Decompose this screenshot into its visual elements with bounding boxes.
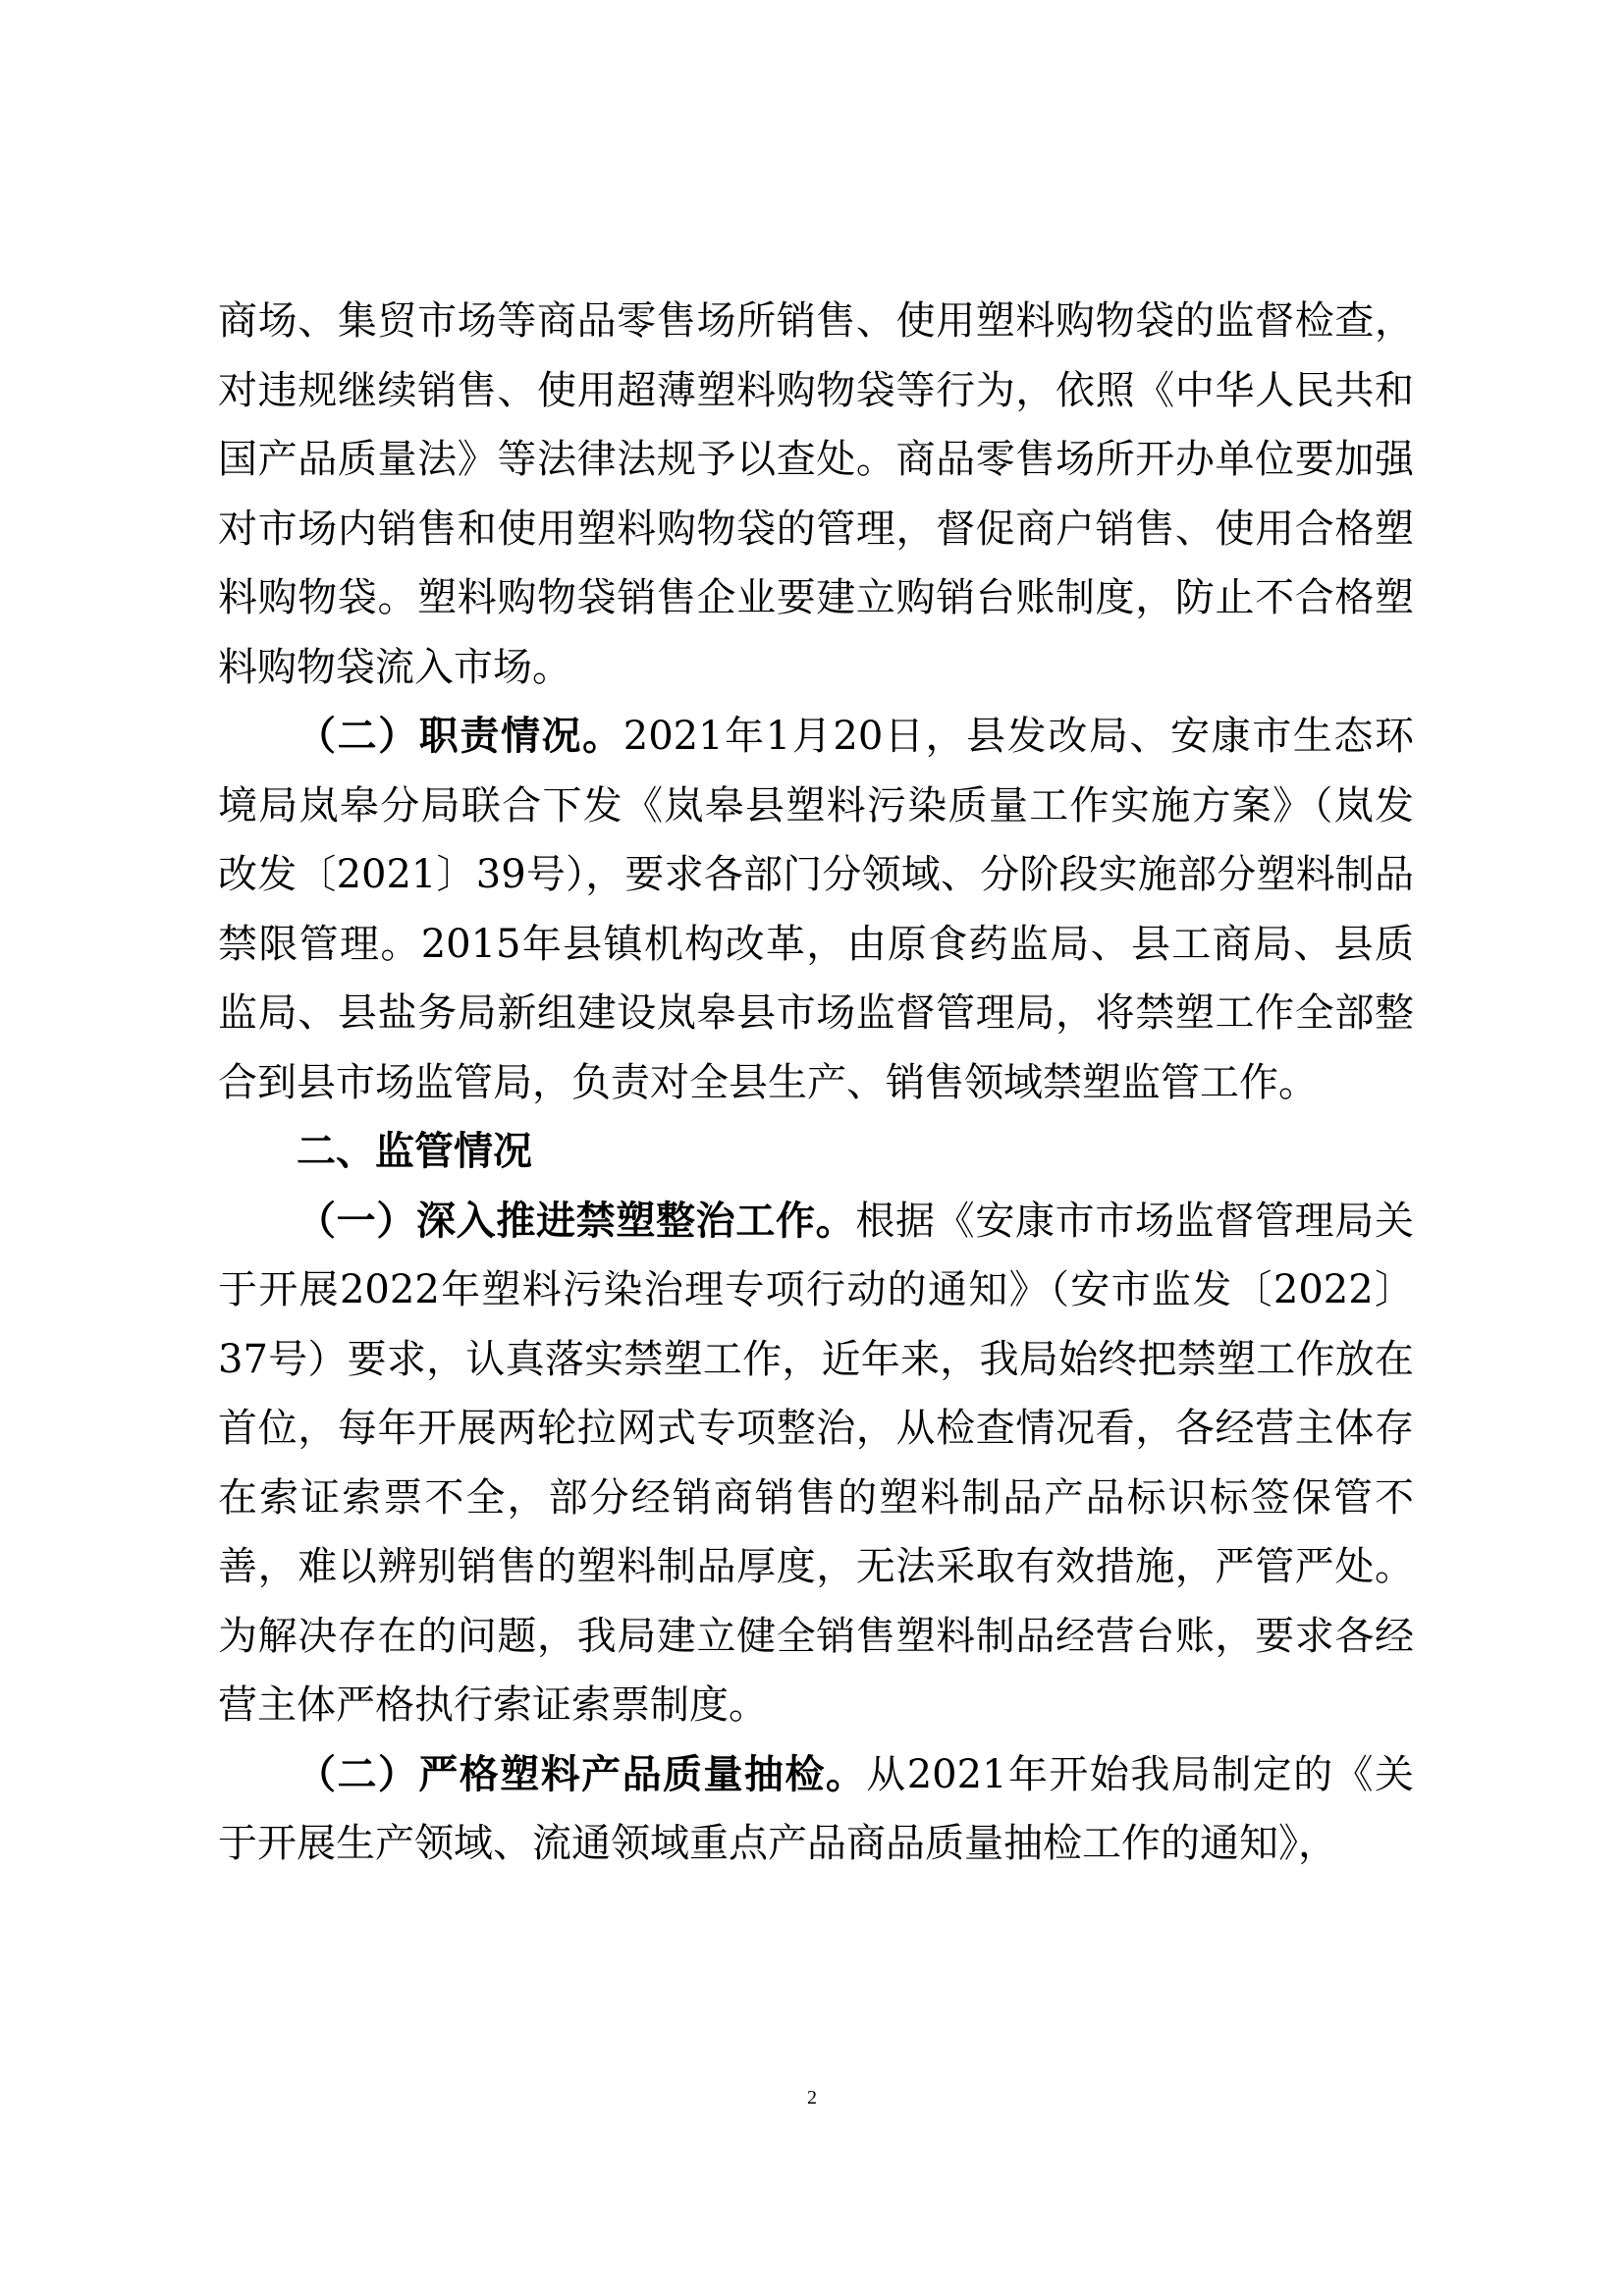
paragraph-3 (218, 1187, 1414, 1740)
section-heading-2: 二、监管情况 (297, 1129, 532, 1174)
paragraph-3-body: 根据《安康市市场监督管理局关于开展2022年塑料污染治理专项行动的通知》（安市监发〔2022〕37号）要求，认真落实禁塑工作，近年来，我局始终把禁塑工作放在首位，每年开展两轮拉网式专项整治，从检查情况看，各经营主体存在索证索票不全，部分经销商销售的塑料制品产品标识标签保管不善，难以辨别销售的塑料制品厚度，无法采取有效措施，严管严处。为解决存在的问题，我局建立健全销售塑料制品经营台账，要求各经营主体严格执行索证索票制度。 (218, 1198, 1415, 1728)
paragraph-4-lead: （二）严格塑料产品质量抽检。 (297, 1751, 867, 1797)
paragraph-2-lead: （二）职责情况。 (297, 714, 623, 759)
page-number: 2 (807, 2087, 817, 2109)
paragraph-4-body: 从2021年开始我局制定的《关于开展生产领域、流通领域重点产品商品质量抽检工作的通知》， (218, 1751, 1415, 1866)
paragraph-4 (218, 1740, 1414, 1879)
document-body (218, 287, 1414, 1879)
paragraph-1: 商场、集贸市场等商品零售场所销售、使用塑料购物袋的监督检查，对违规继续销售、使用超薄塑料购物袋等行为，依照《中华人民共和国产品质量法》等法律法规予以查处。商品零售场所开办单位要加强对市场内销售和使用塑料购物袋的管理，督促商户销售、使用合格塑料购物袋。塑料购物袋销售企业要建立购销台账制度，防止不合格塑料购物袋流入市场。 (218, 298, 1414, 690)
paragraph-3-lead: （一）深入推进禁塑整治工作。 (297, 1198, 856, 1244)
paragraph-2 (218, 702, 1414, 1117)
paragraph-2-body: 2021年1月20日，县发改局、安康市生态环境局岚皋分局联合下发《岚皋县塑料污染质量工作实施方案》（岚发改发〔2021〕39号），要求各部门分领域、分阶段实施部分塑料制品禁限管理。2015年县镇机构改革，由原食药监局、县工商局、县质监局、县盐务局新组建设岚皋县市场监督管理局，将禁塑工作全部整合到县市场监管局，负责对全县生产、销售领域禁塑监管工作。 (218, 714, 1414, 1105)
